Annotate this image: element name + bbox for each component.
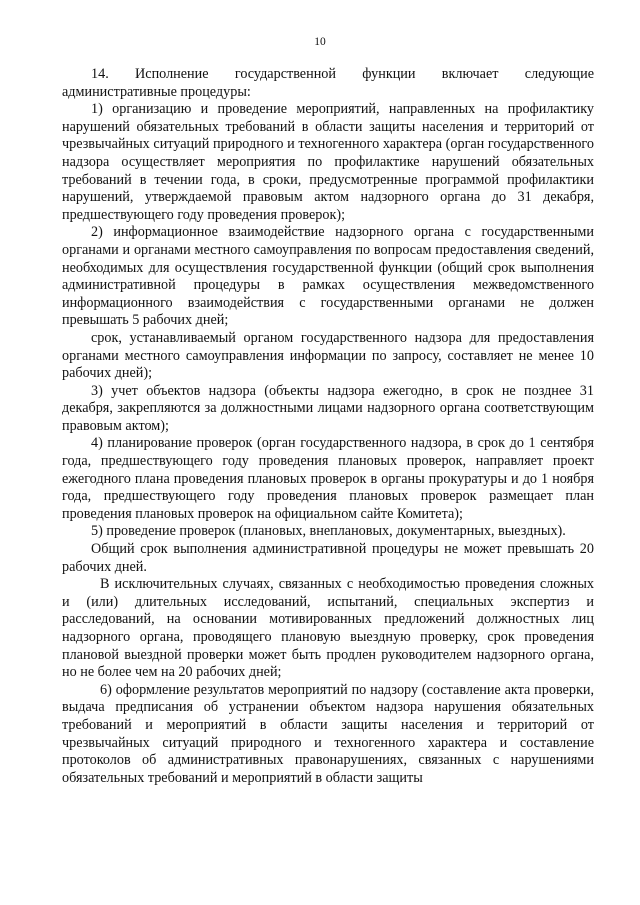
- paragraph-exceptional-cases: В исключительных случаях, связанных с необходимостью проведения сложных и (или) длительных исследований, испытаний, специальных экспертиз и расследований, на основании мотивированных предложений должностных лиц надзорного органа, проводящего плановую выездную проверку, срок проведения плановой выездной проверки может быть продлен руководителем надзорного органа, но не более чем на 20 рабочих дней;: [62, 576, 594, 681]
- paragraph-subitem-6: 6) оформление результатов мероприятий по надзору (составление акта проверки, выдача предписания об устранении объектом надзора нарушения обязательных требований и мероприятий в области защиты населения и территорий от чрезвычайных ситуаций природного и техногенного характера и составление протоколов об административных правонарушениях, связанных с нарушениями обязательных требований и мероприятий в области защиты: [62, 681, 594, 786]
- paragraph-subitem-1: 1) организацию и проведение мероприятий, направленных на профилактику нарушений обязательных требований в области защиты населения и территорий от чрезвычайных ситуаций природного и техногенного характера (орган государственного надзора осуществляет мероприятия по профилактике нарушений обязательных требований в течении года, в сроки, предусмотренные программой профилактики нарушений, утверждаемой правовым актом надзорного органа до 31 декабря, предшествующего году проведения проверок);: [62, 101, 594, 223]
- document-body: [62, 66, 594, 787]
- paragraph-subitem-5: 5) проведение проверок (плановых, внеплановых, документарных, выездных).: [91, 523, 566, 540]
- paragraph-general-term: Общий срок выполнения административной процедуры не может превышать 20 рабочих дней.: [62, 541, 594, 575]
- paragraph-subitem-2-deadline: срок, устанавливаемый органом государственного надзора для предоставления органами местного самоуправления информации по запросу, составляет не менее 10 рабочих дней);: [62, 329, 594, 382]
- paragraph-subitem-4: 4) планирование проверок (орган государственного надзора, в срок до 1 сентября года, предшествующего году проведения плановых проверок, направляет проект ежегодного плана проведения плановых проверок в органы прокуратуры и до 1 ноября года, предшествующего году проведения плановых проверок размещает план проведения плановых проверок на официальном сайте Комитета);: [62, 435, 594, 522]
- paragraph-subitem-3: 3) учет объектов надзора (объекты надзора ежегодно, в срок не позднее 31 декабря, закрепляются за должностными лицами надзорного органа соответствующим правовым актом);: [62, 382, 594, 434]
- paragraph-item-14: 14. Исполнение государственной функции включает следующие административные процедуры:: [62, 66, 594, 100]
- paragraph-subitem-2: 2) информационное взаимодействие надзорного органа с государственными органами и органами местного самоуправления по вопросам предоставления сведений, необходимых для осуществления государственной функции (общий срок выполнения административной процедуры в рамках осуществления межведомственного информационного взаимодействия с государственными органами не должен превышать 5 рабочих дней;: [62, 224, 594, 329]
- page-number: 10: [314, 36, 326, 48]
